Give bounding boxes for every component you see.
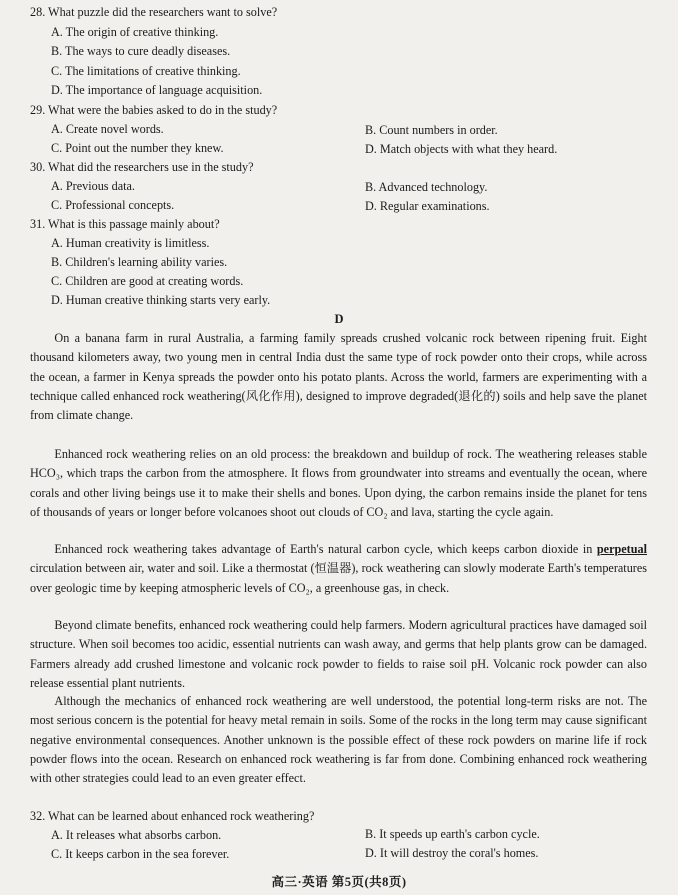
- question-29-option-d: D. Match objects with what they heard.: [365, 142, 558, 156]
- paragraph-3-text-start: Enhanced rock weathering takes advantage of Earth's natural carbon cycle, which keeps carbon dioxide in: [54, 542, 597, 556]
- question-30-option-a: A. Previous data.: [51, 179, 135, 193]
- question-31-option-b: B. Children's learning ability varies.: [51, 255, 228, 269]
- question-28-option-d: D. The importance of language acquisition.: [51, 83, 263, 97]
- passage-paragraph-5: Although the mechanics of enhanced rock weathering are well understood, the potential long-term risks are not. The most serious concern is the potential for heavy metal remain in soils. Some of the rocks in the long term may cause significant negative environmental consequences. Another unknown is the possible effect of these rock powders on marine life if rock powder flows into the ocean. Research on enhanced rock weathering is far from done. Combining enhanced rock weathering with other strategies could lead to an even greater effect.: [30, 694, 647, 786]
- passage-paragraph-4: Beyond climate benefits, enhanced rock weathering could help farmers. Modern agricultural practices have damaged soil structure. When soil becomes too acidic, essential nutrients can wash away, and germs that help plants grow can be damaged. Farmers already add crushed limestone and volcanic rock powder to fields to raise soil pH. Volcanic rock powder can also release essential plant nutrients.: [30, 618, 647, 691]
- page-footer: 高三·英语 第5页(共8页): [271, 875, 407, 889]
- question-32-option-c: C. It keeps carbon in the sea forever.: [51, 847, 230, 861]
- question-30-option-b: B. Advanced technology.: [365, 180, 488, 194]
- question-28-option-b: B. The ways to cure deadly diseases.: [51, 44, 231, 58]
- question-31-option-a: A. Human creativity is limitless.: [51, 236, 210, 250]
- question-30-option-d: D. Regular examinations.: [365, 199, 490, 213]
- question-29-option-a: A. Create novel words.: [51, 122, 164, 136]
- question-28-option-a: A. The origin of creative thinking.: [51, 25, 219, 39]
- passage-paragraph-3: [30, 540, 647, 598]
- question-29-option-c: C. Point out the number they knew.: [51, 141, 224, 155]
- question-29-option-b: B. Count numbers in order.: [365, 123, 498, 137]
- question-30-stem: 30. What did the researchers use in the study?: [30, 160, 254, 174]
- question-32-option-b: B. It speeds up earth's carbon cycle.: [365, 827, 540, 841]
- question-30-option-c: C. Professional concepts.: [51, 198, 175, 212]
- question-31-option-c: C. Children are good at creating words.: [51, 274, 244, 288]
- question-28-stem: 28. What puzzle did the researchers want to solve?: [30, 5, 278, 19]
- section-heading: D: [334, 312, 344, 326]
- question-31-option-d: D. Human creative thinking starts very early.: [51, 293, 271, 307]
- question-32-option-d: D. It will destroy the coral's homes.: [365, 846, 539, 860]
- highlighted-word-perpetual: perpetual: [596, 542, 647, 556]
- paragraph-3-text-end: circulation between air, water and soil. Like a thermostat (恒温器), rock weathering can slowly moderate Earth's temperatures over geologic time by keeping atmospheric levels of CO₂, a greenhouse gas, in check.: [30, 561, 647, 595]
- question-32-option-a: A. It releases what absorbs carbon.: [51, 828, 222, 842]
- passage-paragraph-2: Enhanced rock weathering relies on an old process: the breakdown and buildup of rock. The weathering releases stable HCO₃, which traps the carbon from the atmosphere. It flows from groundwater into streams and eventually the ocean, where corals and other living beings use it to make their shells and bones. Upon dying, the carbon remains inside the planet for tens of thousands of years or longer before volcanoes shoot out clouds of CO₂ and lava, starting the cycle again.: [30, 447, 647, 520]
- question-32-stem: 32. What can be learned about enhanced rock weathering?: [30, 809, 315, 823]
- passage-paragraph-1: On a banana farm in rural Australia, a farming family spreads crushed volcanic rock between ripening fruit. Eight thousand kilometers away, two young men in central India dust the same type of rock powder onto their crops, while across the ocean, a farmer in Kenya spreads the powder onto his potato plants. Across the world, farmers are experimenting with a technique called enhanced rock weathering(风化作用), designed to improve degraded(退化的) soils and help save the planet from climate change.: [30, 331, 647, 423]
- question-31-stem: 31. What is this passage mainly about?: [30, 217, 220, 231]
- question-28-option-c: C. The limitations of creative thinking.: [51, 64, 241, 78]
- question-29-stem: 29. What were the babies asked to do in the study?: [30, 103, 278, 117]
